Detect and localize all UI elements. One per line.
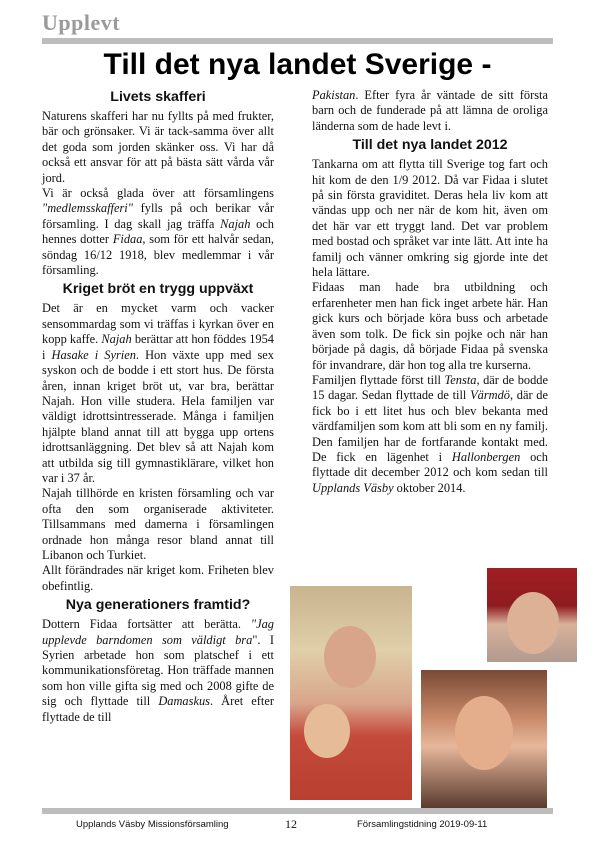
face-fidaa [455,696,513,770]
paragraph: Det är en mycket varm och vacker sensommardag som vi träffas i kyrkan över en kopp kaffe. Najah berättar att hon föddes 1954 i Hasake i Syrien. Hon växte upp med sex syskon och de bodde i ett stort hus. De första åren, innan kriget bröt ut, var bra, berättar Najah. Hon ville studera. Hela familjen var väldigt idrottsintresserade. Många i familjen hjälpte bland annat till att bygga upp ortens idrottsanläggning. Det blev så att Najah kom att utbilda sig till gymnastiklärare, vilket hon var i 37 år. [42,301,274,485]
paragraph: Dottern Fidaa fortsätter att berätta. "Jag upplevde barndomen som väldigt bra". I Syrien arbetade hon som platschef i ett kommunikationsföretag. Hon träffade mannen som hon ville gifta sig med och 2008 gifte de sig och flyttade till Damaskus. Året efter flyttade de till [42,617,274,724]
photo-najah [487,568,577,662]
paragraph: Fidaas man hade bra utbildning och erfarenheter men han fick inget arbete här. Han gick kurs och började köra buss och arbetade även som tolk. De fick sin pojke och när han började på dagis, då började Fidaa på svenska för invandrare, där hon tog alla tre kurserna. [312,280,548,372]
footer-publisher: Upplands Väsby Missionsförsamling [76,819,229,830]
heading-kriget: Kriget bröt en trygg uppväxt [62,281,254,298]
right-column [312,88,548,496]
photo-group [290,568,574,808]
photo-fidaa [421,670,547,808]
top-rule [42,38,553,44]
photo-mother-and-child [290,586,412,800]
page-number: 12 [285,817,297,831]
paragraph: Naturens skafferi har nu fyllts på med frukter, bär och grönsaker. Vi är tack-samma över allt det goda som jorden skänker oss. Vi har då också ett ansvar för att på bästa sätt vårda vår jord. [42,109,274,185]
article-title: Till det nya landet Sverige - [103,48,492,81]
paragraph: Vi är också glada över att församlingens "medlemsskafferi" fylls på och berikar vår församling. I dag skall jag träffa Najah och hennes dotter Fidaa, som för ett halvår sedan, söndag 16/12 1918, blev medlemmar i vår församling. [42,186,274,278]
section-label: Upplevt [42,10,121,35]
paragraph: Tankarna om att flytta till Sverige tog fart och hit kom de den 1/9 2012. Då var Fidaa i slutet på sin första graviditet. Deras hela liv kom att vändas upp och ner när de kom hit, även om det här var ett tryggt land. Det var problem med bostad och språket var inte lätt. Att inte ha familj och vänner omkring sig gjorde inte det hela lättare. [312,157,548,280]
paragraph: Allt förändrades när kriget kom. Friheten blev obefintlig. [42,563,274,593]
paragraph: Najah tillhörde en kristen församling och var ofta den som organiserade aktiviteter. Tillsammans med damerna i församlingen ordnade hon många resor bland annat till Libanon och Turkiet. [42,486,274,562]
bottom-rule [42,808,553,814]
heading-till-det-nya-landet: Till det nya landet 2012 [352,137,508,154]
heading-nya-generationer: Nya generationers framtid? [65,597,251,614]
footer-issue: Församlingstidning 2019-09-11 [357,819,488,830]
left-column [42,88,274,725]
heading-livets-skafferi: Livets skafferi [110,89,206,105]
paragraph: Familjen flyttade först till Tensta, där de bodde 15 dagar. Sedan flyttade de till Värmdö, där de fick bo i ett litet hus och blev bekanta med värdfamiljen som kom att bli som en ny familj. Den familjen har de fortfarande kontakt med. De fick en lägenhet i Hallonbergen och flyttade dit december 2012 och kom sedan till Upplands Väsby oktober 2014. [312,372,548,495]
paragraph: Pakistan. Efter fyra år väntade de sitt första barn och de funderade på att lämna de oroliga länderna som de hade levt i. [312,88,548,133]
face-child [304,704,350,758]
face-najah [507,592,559,654]
face-mother [324,626,376,688]
